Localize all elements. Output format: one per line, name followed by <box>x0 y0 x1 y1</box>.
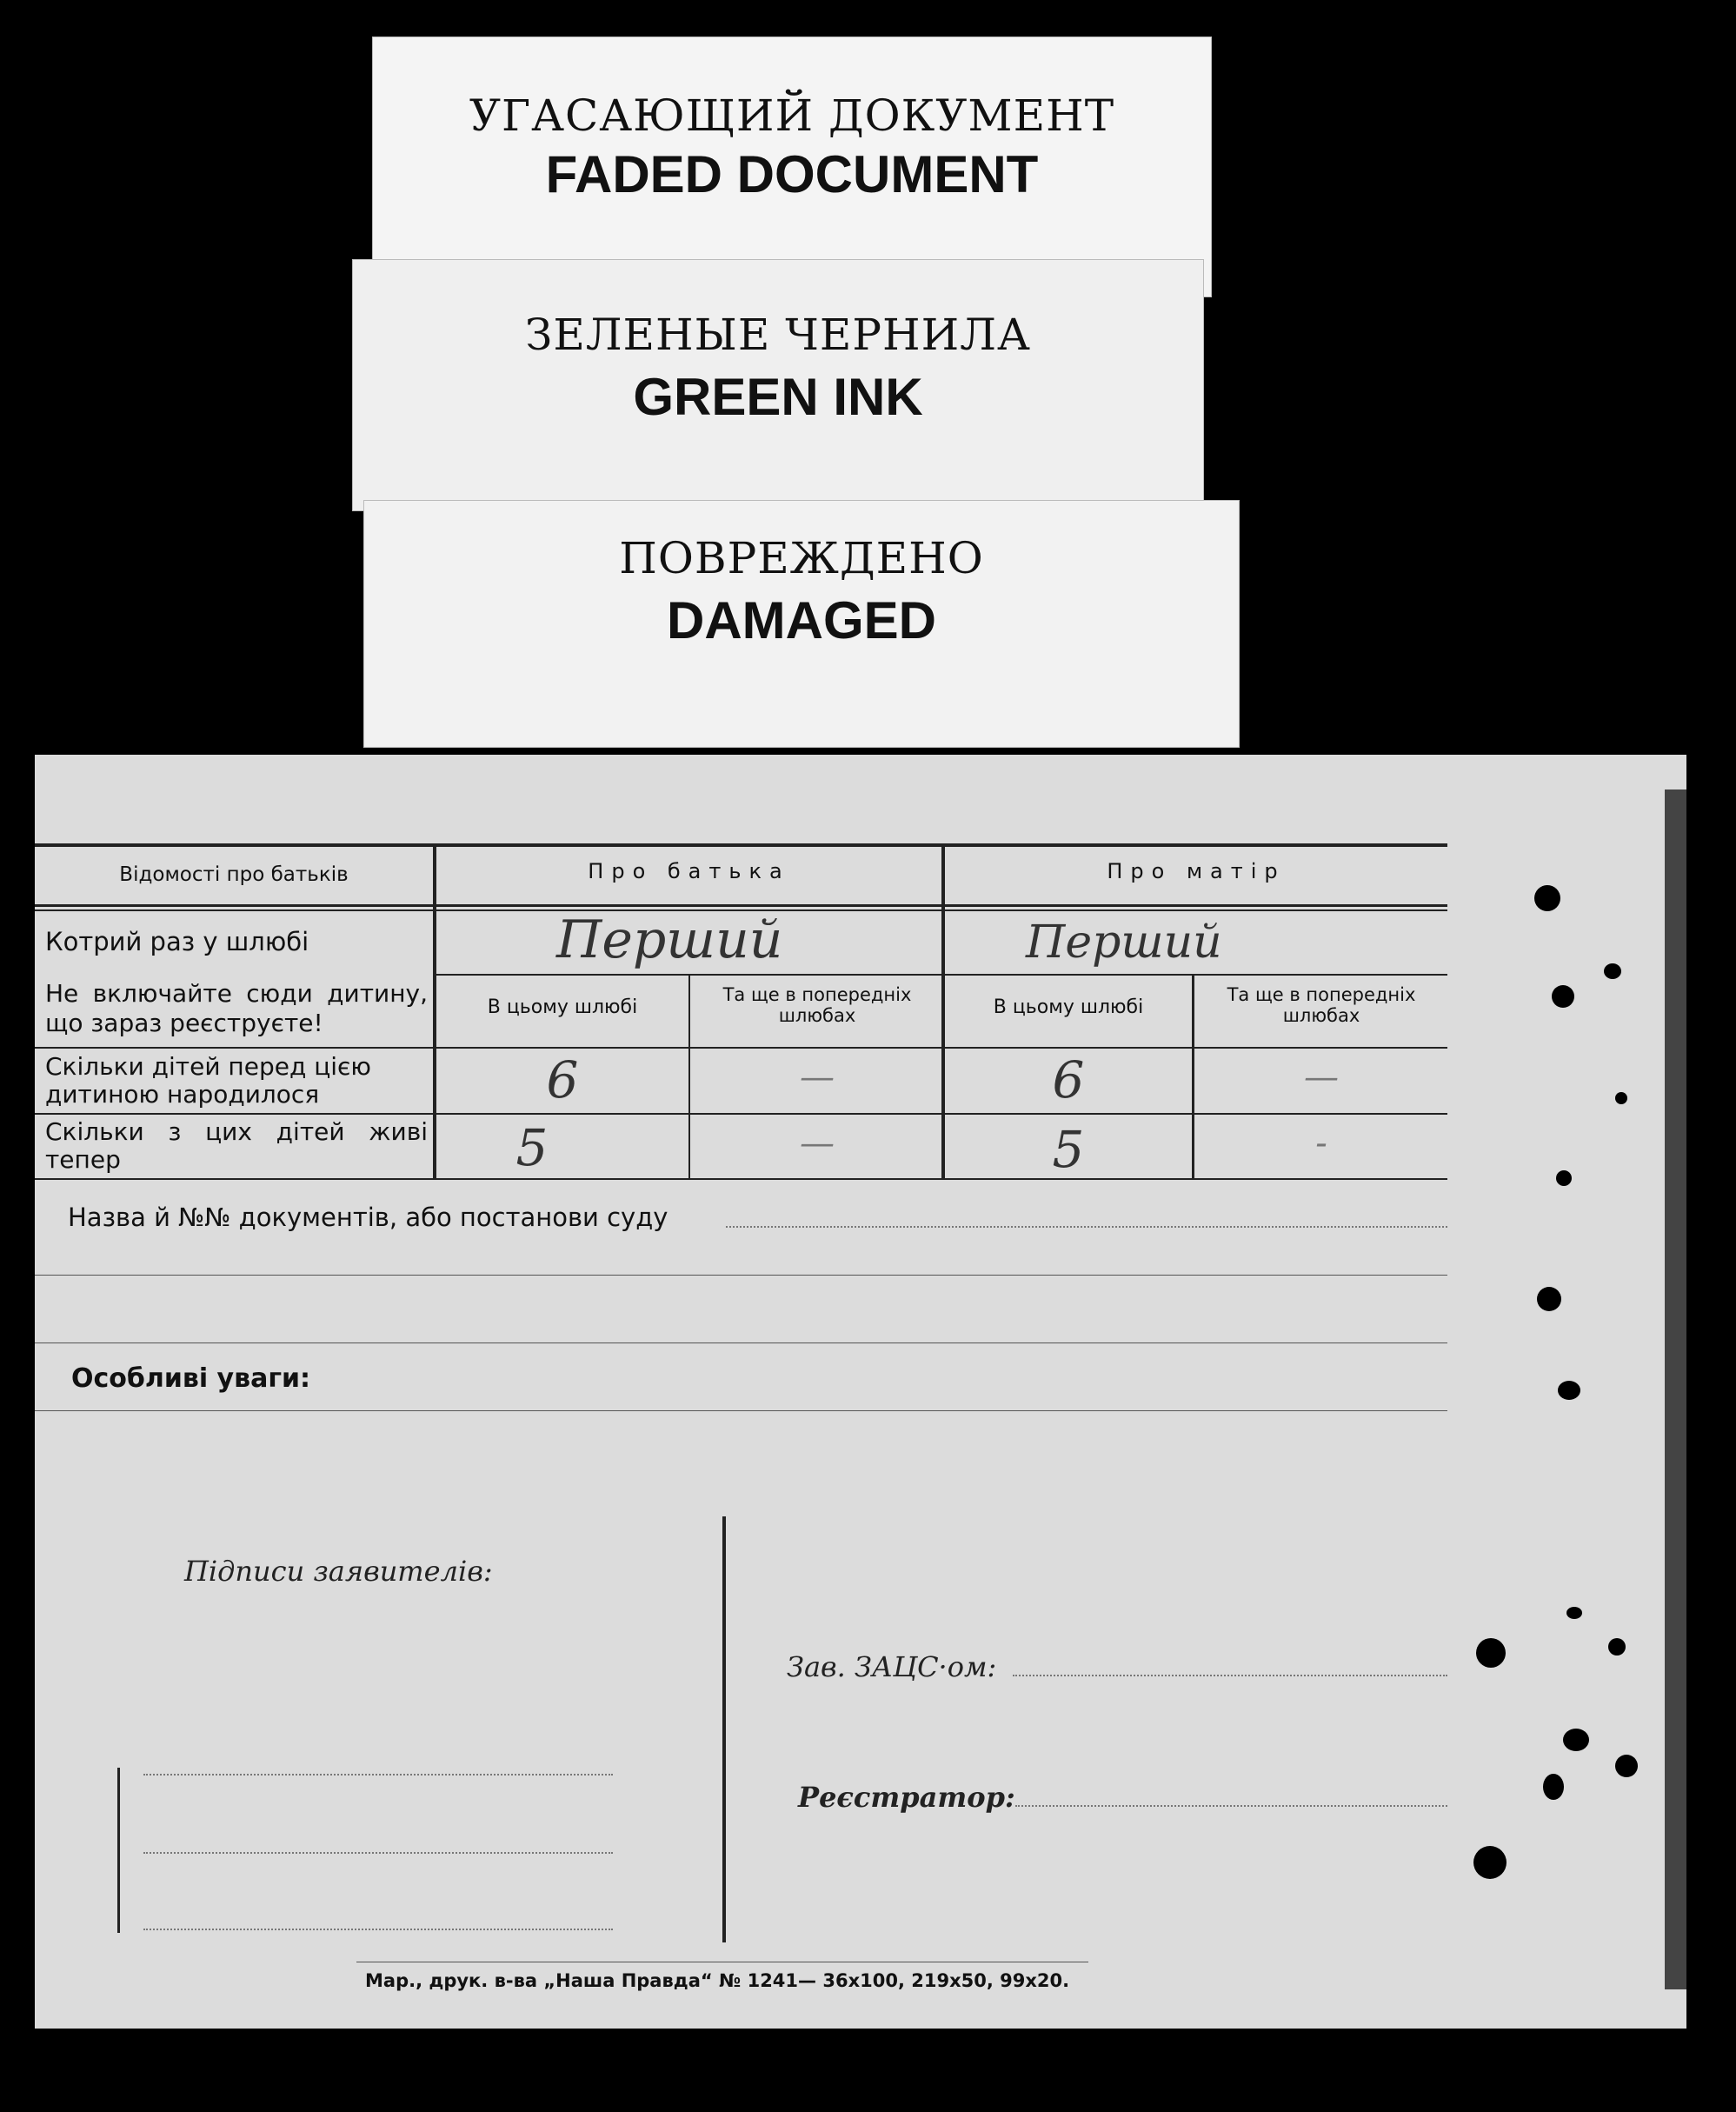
binding-hole <box>1543 1774 1564 1800</box>
damaged-label-en: DAMAGED <box>667 591 936 650</box>
card-edge <box>1665 790 1686 1989</box>
damaged-label-ru: ПОВРЕЖДЕНО <box>619 533 984 583</box>
mother-alive-this-value: 5 <box>1052 1120 1085 1179</box>
civil-registry-head-line <box>1013 1675 1447 1676</box>
documents-line-2 <box>35 1275 1447 1276</box>
green-ink-label-ru: ЗЕЛЕНЫЕ ЧЕРНИЛА <box>525 310 1031 360</box>
mother-born-this-value: 6 <box>1052 1050 1085 1109</box>
children-alive-label: Скільки з цих дітей живі тепер <box>45 1117 428 1174</box>
alive-row-rule <box>35 1178 1447 1180</box>
binding-hole <box>1556 1170 1572 1186</box>
faded-label-ru: УГАСАЮЩИЙ ДОКУМЕНТ <box>469 90 1115 141</box>
header-rule <box>35 904 1447 907</box>
signature-bracket <box>117 1768 120 1933</box>
born-row-rule <box>35 1113 1447 1115</box>
mother-previous-marriages-header: Та ще в попередніх шлюбах <box>1227 984 1416 1026</box>
binding-hole <box>1558 1381 1580 1400</box>
signature-divider <box>722 1516 726 1942</box>
binding-hole <box>1552 985 1574 1008</box>
father-alive-this-value: 5 <box>515 1118 549 1177</box>
header-father: Про батька <box>588 859 790 883</box>
exclude-child-note: Не включайте сюди дитину, що зараз реєструєте! <box>45 979 428 1037</box>
marriage-count-label: Котрий раз у шлюбі <box>45 927 309 956</box>
damaged-label <box>363 500 1240 748</box>
documents-line-3 <box>35 1342 1447 1343</box>
col-divider-father-sub <box>688 974 690 1178</box>
father-marriage-value: Перший <box>556 909 783 970</box>
binding-hole <box>1604 963 1621 979</box>
binding-hole <box>1608 1638 1626 1656</box>
binding-hole <box>1566 1607 1582 1619</box>
printer-imprint: Мар., друк. в-ва „Наша Правда“ № 1241— 36x100, 219x50, 99x20. <box>365 1970 1070 1991</box>
civil-registry-head-label: Зав. ЗАЦС·ом: <box>787 1650 997 1683</box>
faded-label-en: FADED DOCUMENT <box>545 145 1039 203</box>
header-parents-info: Відомості про батьків <box>119 863 349 886</box>
signature-line-2 <box>143 1852 613 1854</box>
binding-hole <box>1615 1755 1638 1777</box>
father-this-marriage-header: В цьому шлюбі <box>487 996 638 1018</box>
binding-hole <box>1476 1638 1506 1668</box>
signature-line-3 <box>143 1929 613 1930</box>
mother-alive-prev-value: - <box>1315 1123 1327 1163</box>
registrar-line <box>1015 1805 1447 1807</box>
remarks-line <box>35 1410 1447 1411</box>
father-alive-prev-value: — <box>800 1123 835 1163</box>
binding-hole <box>1473 1846 1507 1879</box>
children-born-label: Скільки дітей перед цією дитиною народилося <box>45 1052 371 1109</box>
binding-hole <box>1534 885 1560 911</box>
signature-line-1 <box>143 1774 613 1776</box>
green-ink-label <box>352 259 1204 511</box>
binding-hole <box>1537 1287 1561 1311</box>
father-previous-marriages-header: Та ще в попередніх шлюбах <box>722 984 912 1026</box>
table-top-rule <box>35 843 1447 847</box>
binding-hole <box>1615 1092 1627 1104</box>
header-mother: Про матір <box>1107 859 1286 883</box>
mother-born-prev-value: — <box>1304 1057 1339 1097</box>
mother-this-marriage-header: В цьому шлюбі <box>993 996 1144 1018</box>
note-row-rule <box>35 1047 1447 1049</box>
faded-document-label <box>372 37 1212 297</box>
registrar-label: Реєстратор: <box>798 1781 1015 1814</box>
binding-hole <box>1563 1729 1589 1751</box>
mother-marriage-value: Перший <box>1026 916 1222 969</box>
father-born-this-value: 6 <box>546 1050 579 1109</box>
father-born-prev-value: — <box>800 1057 835 1097</box>
registration-form-card <box>35 755 1686 2029</box>
remarks-label: Особливі уваги: <box>71 1363 311 1394</box>
documents-dotted-line <box>726 1226 1447 1228</box>
documents-label: Назва й №№ документів, або постанови суду <box>68 1203 668 1232</box>
applicants-signatures-label: Підписи заявителів: <box>184 1555 493 1588</box>
green-ink-label-en: GREEN INK <box>633 368 923 426</box>
col-divider-mother-sub <box>1192 974 1194 1178</box>
